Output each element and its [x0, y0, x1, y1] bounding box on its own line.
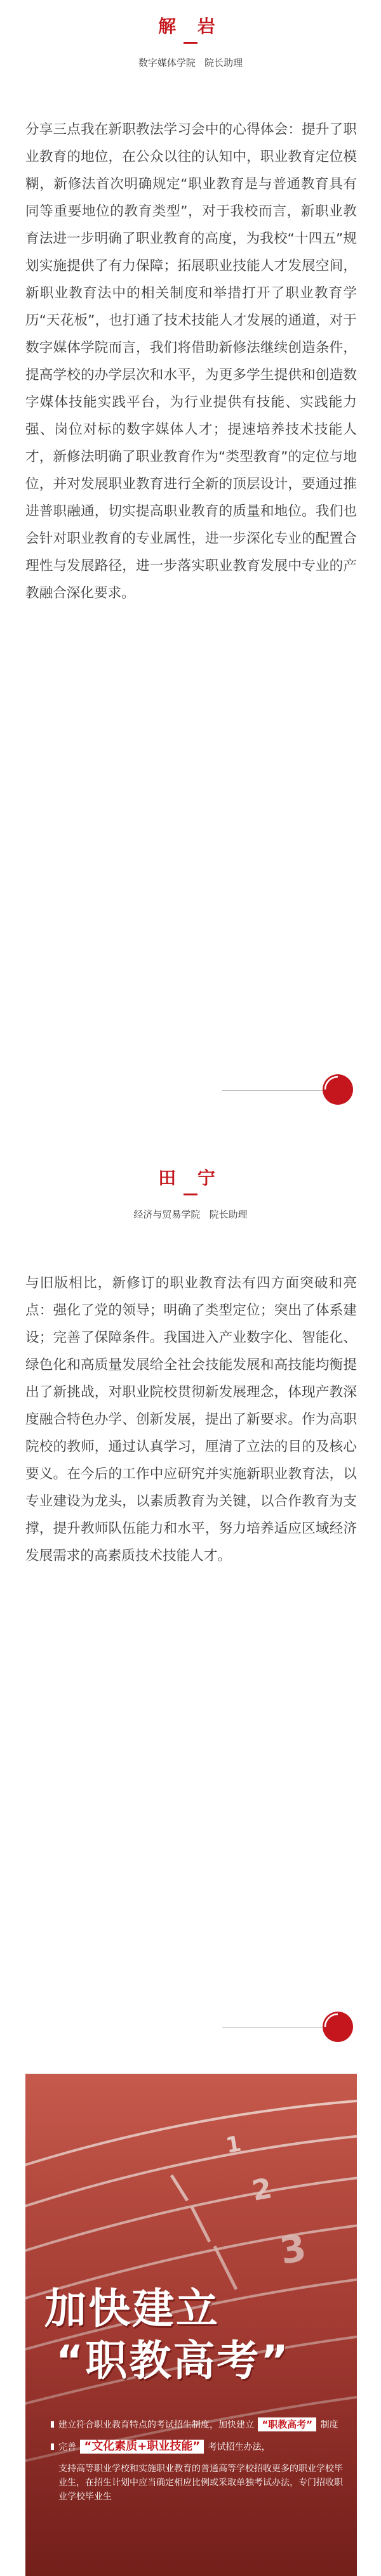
- bullet-marker: [51, 2443, 54, 2450]
- info-text: 支持高等职业学校和实施职业教育的普通高等学校招收更多的职业学校毕业生，在招生计划中应当确定相应比例或采取单独考试办法，专门招收职业学校毕业生: [58, 2464, 343, 2502]
- section-1-paragraph: 分享三点我在新职教法学习会中的心得体会：提升了职业教育的地位，在公众以往的认知中，职业教育定位模糊，新修法首次明确规定“职业教育是与普通教育具有同等重要地位的教育类型”，对于我校而言，新职业教育法进一步明确了职业教育的高度，为我校“十四五”规划实施提供了有力保障；拓展职业技能人才发展空间，新职业教育法中的相关制度和举措打开了职业教育学历“天花板”，也打通了技术技能人才发展的通道，对于数字媒体学院而言，我们将借助新修法继续创造条件，提高学校的办学层次和水平，为更多学生提供和创造数字媒体技能实践平台，为行业提供有技能、实践能力强、岗位对标的数字媒体人才；提速培养技术技能人才，新修法明确了职业教育作为“类型教育”的定位与地位，并对发展职业教育进行全新的顶层设计，要通过推进普职融通，切实提高职业教育的质量和地位。我们也会针对职业教育的专业属性，进一步深化专业的配置合理性与发展路径，进一步落实职业教育发展中专业的产教融合深化要求。: [25, 122, 357, 601]
- name-underline: [184, 1194, 197, 1195]
- bullet-marker: [51, 2421, 54, 2428]
- info-item: [51, 2462, 349, 2504]
- person-name: 田 宁: [158, 1168, 223, 1188]
- person-title: 经济与贸易学院 院长助理: [133, 1209, 248, 1220]
- red-circle-icon: [321, 2010, 354, 2043]
- headline-line-1: 加快建立: [44, 2284, 220, 2333]
- info-text: 完善: [58, 2442, 76, 2452]
- person-header-1: [0, 14, 381, 69]
- headline-line-2: “职教高考”: [56, 2336, 290, 2385]
- poster-info-list: [51, 2417, 349, 2511]
- vocational-exam-poster: [25, 2074, 357, 2576]
- poster-headline: [44, 2283, 290, 2387]
- red-circle-icon: [321, 1073, 354, 1106]
- section-2-paragraph: 与旧版相比，新修订的职业教育法有四方面突破和亮点：强化了党的领导；明确了类型定位；突出了体系建设；完善了保障条件。我国进入产业数字化、智能化、绿色化和高质量发展给全社会技能发展和高技能均衡提出了新挑战，对职业院校贯彻新发展理念，体现产教深度融合特色办学、创新发展，提出了新要求。作为高职院校的教师，通过认真学习，厘清了立法的目的及核心要义。在今后的工作中应研究并实施新职业教育法，以专业建设为龙头，以素质教育为关键，以合作教育为支撑，提升教师队伍能力和水平，努力培养适应区域经济发展需求的高素质技术技能人才。: [25, 1275, 357, 1564]
- info-text: 考试招生办法，: [208, 2442, 271, 2452]
- divider-line: [222, 2027, 324, 2028]
- section-divider-1: [0, 1069, 381, 1114]
- info-text: 建立符合职业教育特点的考试招生制度，加快建立: [58, 2420, 254, 2430]
- info-highlight: “文化素质+职业技能”: [80, 2440, 204, 2454]
- person-name: 解 岩: [158, 16, 223, 37]
- info-highlight: “职教高考”: [258, 2417, 316, 2431]
- info-item: [51, 2417, 349, 2432]
- divider-line: [222, 1090, 324, 1091]
- info-text: 制度: [320, 2420, 338, 2430]
- name-underline: [184, 42, 197, 44]
- info-item: [51, 2440, 349, 2454]
- section-divider-2: [0, 2007, 381, 2051]
- person-header-2: [0, 1166, 381, 1221]
- person-title: 数字媒体学院 院长助理: [138, 57, 243, 68]
